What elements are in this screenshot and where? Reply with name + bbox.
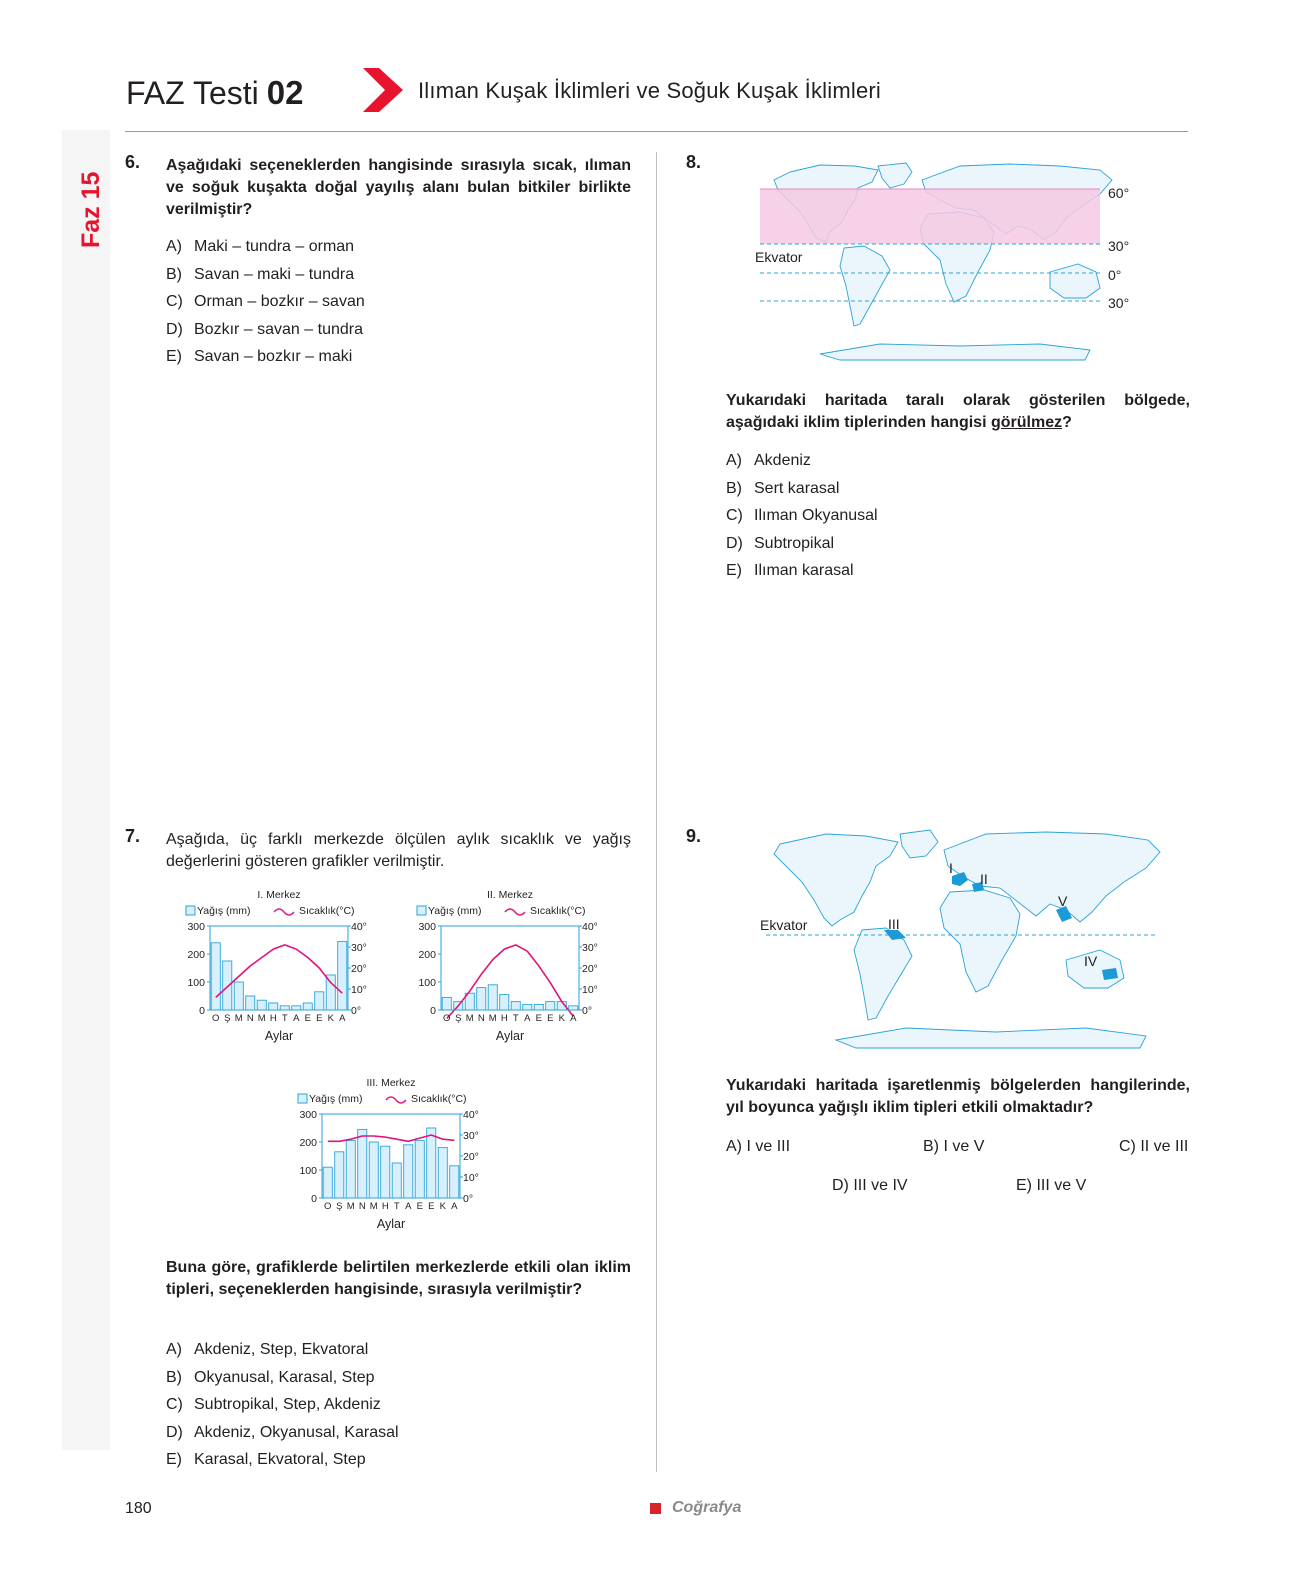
- header-divider: [125, 131, 1188, 132]
- y-right-tick-label: 0°: [463, 1193, 474, 1205]
- legend-rain-swatch: [417, 906, 426, 915]
- question-9-stem: Yukarıdaki haritada işaretlenmiş bölgelerden hangilerinde, yıl boyunca yağışlı iklim tipleri etkili olmaktadır?: [726, 1077, 1190, 1116]
- question-7-intro: Aşağıda, üç farklı merkezde ölçülen aylık sıcaklık ve yağış değerlerini gösteren grafikler verilmiştir.: [166, 831, 631, 870]
- option-d[interactable]: D) Akdeniz, Okyanusal, Karasal: [166, 1423, 399, 1441]
- question-7-number: 7.: [125, 826, 141, 846]
- column-divider: [656, 152, 657, 1472]
- y-left-tick-label: 300: [418, 921, 436, 933]
- rain-bar: [546, 1002, 555, 1010]
- region-label-iv: IV: [1084, 953, 1098, 969]
- rain-bar: [257, 1000, 266, 1010]
- question-8-options: [726, 447, 878, 585]
- rain-bar: [234, 982, 243, 1010]
- y-right-tick-label: 30°: [351, 942, 367, 954]
- rain-bar: [450, 1166, 459, 1198]
- legend-rain-label: Yağış (mm): [197, 905, 251, 917]
- side-tab-label: [60, 150, 116, 250]
- option-c[interactable]: C) II ve III: [1119, 1138, 1189, 1155]
- climate-chart-i: [176, 888, 386, 1053]
- rain-bar: [381, 1146, 390, 1198]
- chart-title: II. Merkez: [486, 889, 534, 901]
- equator-label: Ekvator: [760, 917, 808, 933]
- x-tick-label: A: [451, 1201, 458, 1212]
- question-6-number: 6.: [125, 152, 141, 172]
- latitude-label-0: 0°: [1108, 267, 1122, 283]
- rain-bar: [369, 1142, 378, 1198]
- footer-square-icon: [650, 1503, 661, 1514]
- rain-bar: [415, 1141, 424, 1198]
- x-tick-label: M: [369, 1201, 378, 1212]
- x-tick-label: M: [234, 1013, 243, 1024]
- x-tick-label: Ş: [336, 1201, 343, 1212]
- y-left-tick-label: 300: [187, 921, 205, 933]
- option-c[interactable]: C) Subtropikal, Step, Akdeniz: [166, 1396, 381, 1413]
- region-label-ii: II: [980, 871, 988, 887]
- rain-bar: [326, 975, 335, 1010]
- test-title: [126, 74, 304, 112]
- region-iv: [1102, 968, 1118, 980]
- x-tick-label: M: [465, 1013, 474, 1024]
- x-tick-label: O: [443, 1013, 451, 1024]
- question-6-options: [166, 233, 365, 371]
- y-right-tick-label: 40°: [582, 921, 598, 933]
- y-left-tick-label: 0: [311, 1193, 317, 1205]
- rain-bar: [280, 1006, 289, 1010]
- rain-bar: [292, 1006, 301, 1010]
- x-tick-label: A: [339, 1013, 346, 1024]
- x-tick-label: A: [293, 1013, 300, 1024]
- rain-bar: [223, 961, 232, 1010]
- rain-bar: [569, 1006, 578, 1010]
- world-map-land: [774, 830, 1160, 1048]
- x-tick-label: E: [304, 1013, 311, 1024]
- chart-title: I. Merkez: [257, 889, 301, 901]
- latitude-label-30s: 30°: [1108, 295, 1130, 311]
- option-d[interactable]: D) Bozkır – savan – tundra: [166, 320, 363, 338]
- equator-label: Ekvator: [755, 249, 803, 265]
- chart-frame: [441, 926, 579, 1010]
- y-left-tick-label: 0: [199, 1005, 205, 1017]
- region-label-iii: III: [888, 916, 900, 932]
- option-b[interactable]: B) I ve V: [923, 1138, 985, 1155]
- question-8-stem: Yukarıdaki haritada taralı olarak gösterilen bölgede, aşağıdaki iklim tiplerinden hangisi görülmez?: [726, 392, 1190, 431]
- y-right-tick-label: 40°: [463, 1109, 479, 1121]
- option-d[interactable]: D) Subtropikal: [726, 534, 835, 552]
- legend-rain-label: Yağış (mm): [428, 905, 482, 917]
- option-b[interactable]: B) Sert karasal: [726, 479, 840, 497]
- x-axis-label: Aylar: [264, 1029, 294, 1043]
- x-tick-label: E: [316, 1013, 323, 1024]
- x-tick-label: A: [405, 1201, 412, 1212]
- y-right-tick-label: 40°: [351, 921, 367, 933]
- rain-bar: [392, 1163, 401, 1198]
- legend-temp-swatch: [505, 909, 525, 915]
- rain-bar: [323, 1167, 332, 1198]
- option-e[interactable]: E) Karasal, Ekvatoral, Step: [166, 1451, 366, 1468]
- x-tick-label: N: [358, 1201, 366, 1212]
- rain-bar: [335, 1152, 344, 1198]
- legend-rain-label: Yağış (mm): [309, 1093, 363, 1105]
- side-tab: [62, 130, 110, 1450]
- option-a[interactable]: A) I ve III: [726, 1138, 791, 1155]
- question-8-number: 8.: [686, 152, 702, 172]
- x-tick-label: K: [558, 1013, 565, 1024]
- legend-rain-swatch: [186, 906, 195, 915]
- x-tick-label: E: [416, 1201, 423, 1212]
- rain-bar: [303, 1003, 312, 1010]
- latitude-label-60: 60°: [1108, 185, 1130, 201]
- x-tick-label: H: [269, 1013, 277, 1024]
- x-tick-label: O: [324, 1201, 332, 1212]
- rain-bar: [246, 996, 255, 1010]
- question-7-stem: Buna göre, grafiklerde belirtilen merkezlerde etkili olan iklim tipleri, seçeneklerden hangisinde, sırasıyla verilmiştir?: [166, 1259, 631, 1298]
- option-e[interactable]: E) Ilıman karasal: [726, 562, 854, 579]
- x-tick-label: N: [477, 1013, 485, 1024]
- x-tick-label: T: [281, 1013, 288, 1024]
- option-c[interactable]: C) Ilıman Okyanusal: [726, 507, 878, 524]
- region-label-i: I: [949, 860, 953, 876]
- x-tick-label: M: [346, 1201, 355, 1212]
- question-6-stem: Aşağıdaki seçeneklerden hangisinde sırasıyla sıcak, ılıman ve soğuk kuşakta doğal yayılış alanı bulan bitkiler birlikte verilmiştir?: [166, 157, 631, 218]
- rain-bar: [477, 988, 486, 1010]
- x-tick-label: O: [212, 1013, 220, 1024]
- x-tick-label: Ş: [224, 1013, 231, 1024]
- y-left-tick-label: 100: [299, 1165, 317, 1177]
- rain-bar: [346, 1141, 355, 1198]
- x-tick-label: K: [327, 1013, 334, 1024]
- x-tick-label: M: [488, 1013, 497, 1024]
- rain-bar: [338, 941, 347, 1010]
- rain-bar: [404, 1145, 413, 1198]
- chart-title: III. Merkez: [366, 1077, 416, 1089]
- rain-bar: [442, 997, 451, 1010]
- test-topic: Ilıman Kuşak İklimleri ve Soğuk Kuşak İklimleri: [418, 78, 881, 103]
- option-a[interactable]: A) Akdeniz: [726, 452, 811, 469]
- side-tab-text: Faz 15: [77, 171, 105, 248]
- y-left-tick-label: 0: [430, 1005, 436, 1017]
- x-tick-label: H: [500, 1013, 508, 1024]
- x-tick-label: A: [570, 1013, 577, 1024]
- y-right-tick-label: 10°: [351, 984, 367, 996]
- y-left-tick-label: 200: [418, 949, 436, 961]
- y-right-tick-label: 0°: [582, 1005, 593, 1017]
- rain-bar: [427, 1128, 436, 1198]
- y-right-tick-label: 30°: [582, 942, 598, 954]
- y-left-tick-label: 100: [418, 977, 436, 989]
- x-tick-label: E: [428, 1201, 435, 1212]
- option-e[interactable]: E) Savan – bozkır – maki: [166, 348, 353, 365]
- option-c[interactable]: C) Orman – bozkır – savan: [166, 293, 365, 310]
- x-tick-label: E: [535, 1013, 542, 1024]
- legend-temp-label: Sıcaklık(°C): [299, 905, 355, 917]
- x-tick-label: K: [439, 1201, 446, 1212]
- region-label-v: V: [1058, 893, 1068, 909]
- rain-bar: [511, 1002, 520, 1010]
- x-tick-label: T: [512, 1013, 519, 1024]
- shaded-zone-30-60: [760, 189, 1100, 244]
- rain-bar: [500, 995, 509, 1010]
- world-map-latitudes: [755, 160, 1160, 372]
- page-number: 180: [125, 1500, 152, 1517]
- y-left-tick-label: 200: [187, 949, 205, 961]
- legend-temp-swatch: [386, 1097, 406, 1103]
- question-9-number: 9.: [686, 826, 702, 846]
- y-left-tick-label: 300: [299, 1109, 317, 1121]
- footer-subject: Coğrafya: [672, 1499, 742, 1516]
- y-right-tick-label: 20°: [463, 1151, 479, 1163]
- test-series: FAZ Testi: [126, 75, 259, 111]
- rain-bar: [358, 1129, 367, 1198]
- rain-bar: [523, 1004, 532, 1010]
- option-d[interactable]: D) III ve IV: [832, 1177, 908, 1194]
- x-tick-label: H: [381, 1201, 389, 1212]
- rain-bar: [438, 1148, 447, 1198]
- legend-temp-label: Sıcaklık(°C): [411, 1093, 467, 1105]
- rain-bar: [534, 1004, 543, 1010]
- rain-bar: [269, 1003, 278, 1010]
- rain-bar: [211, 943, 220, 1010]
- option-b[interactable]: B) Okyanusal, Karasal, Step: [166, 1368, 375, 1386]
- rain-bar: [488, 985, 497, 1010]
- legend-temp-label: Sıcaklık(°C): [530, 905, 586, 917]
- x-tick-label: M: [257, 1013, 266, 1024]
- chevron-right-icon: [363, 66, 407, 114]
- climate-chart-iii: [288, 1076, 498, 1241]
- y-left-tick-label: 200: [299, 1137, 317, 1149]
- y-right-tick-label: 10°: [582, 984, 598, 996]
- x-tick-label: N: [246, 1013, 254, 1024]
- option-e[interactable]: E) III ve V: [1016, 1177, 1087, 1194]
- y-right-tick-label: 10°: [463, 1172, 479, 1184]
- x-tick-label: E: [547, 1013, 554, 1024]
- legend-temp-swatch: [274, 909, 294, 915]
- y-right-tick-label: 20°: [582, 963, 598, 975]
- x-tick-label: A: [524, 1013, 531, 1024]
- y-right-tick-label: 0°: [351, 1005, 362, 1017]
- question-8-emphasis: görülmez: [990, 414, 1063, 431]
- y-left-tick-label: 100: [187, 977, 205, 989]
- latitude-label-30n: 30°: [1108, 238, 1130, 254]
- climate-chart-ii: [407, 888, 617, 1053]
- y-right-tick-label: 20°: [351, 963, 367, 975]
- world-map-regions: [760, 826, 1166, 1058]
- legend-rain-swatch: [298, 1094, 307, 1103]
- x-axis-label: Aylar: [376, 1217, 406, 1231]
- option-a[interactable]: A) Akdeniz, Step, Ekvatoral: [166, 1341, 369, 1358]
- x-tick-label: T: [393, 1201, 400, 1212]
- x-tick-label: Ş: [455, 1013, 462, 1024]
- option-b[interactable]: B) Savan – maki – tundra: [166, 265, 355, 283]
- test-number: 02: [266, 74, 304, 111]
- rain-bar: [315, 992, 324, 1010]
- option-a[interactable]: A) Maki – tundra – orman: [166, 238, 355, 255]
- question-7-options: [166, 1336, 399, 1474]
- x-axis-label: Aylar: [495, 1029, 525, 1043]
- y-right-tick-label: 30°: [463, 1130, 479, 1142]
